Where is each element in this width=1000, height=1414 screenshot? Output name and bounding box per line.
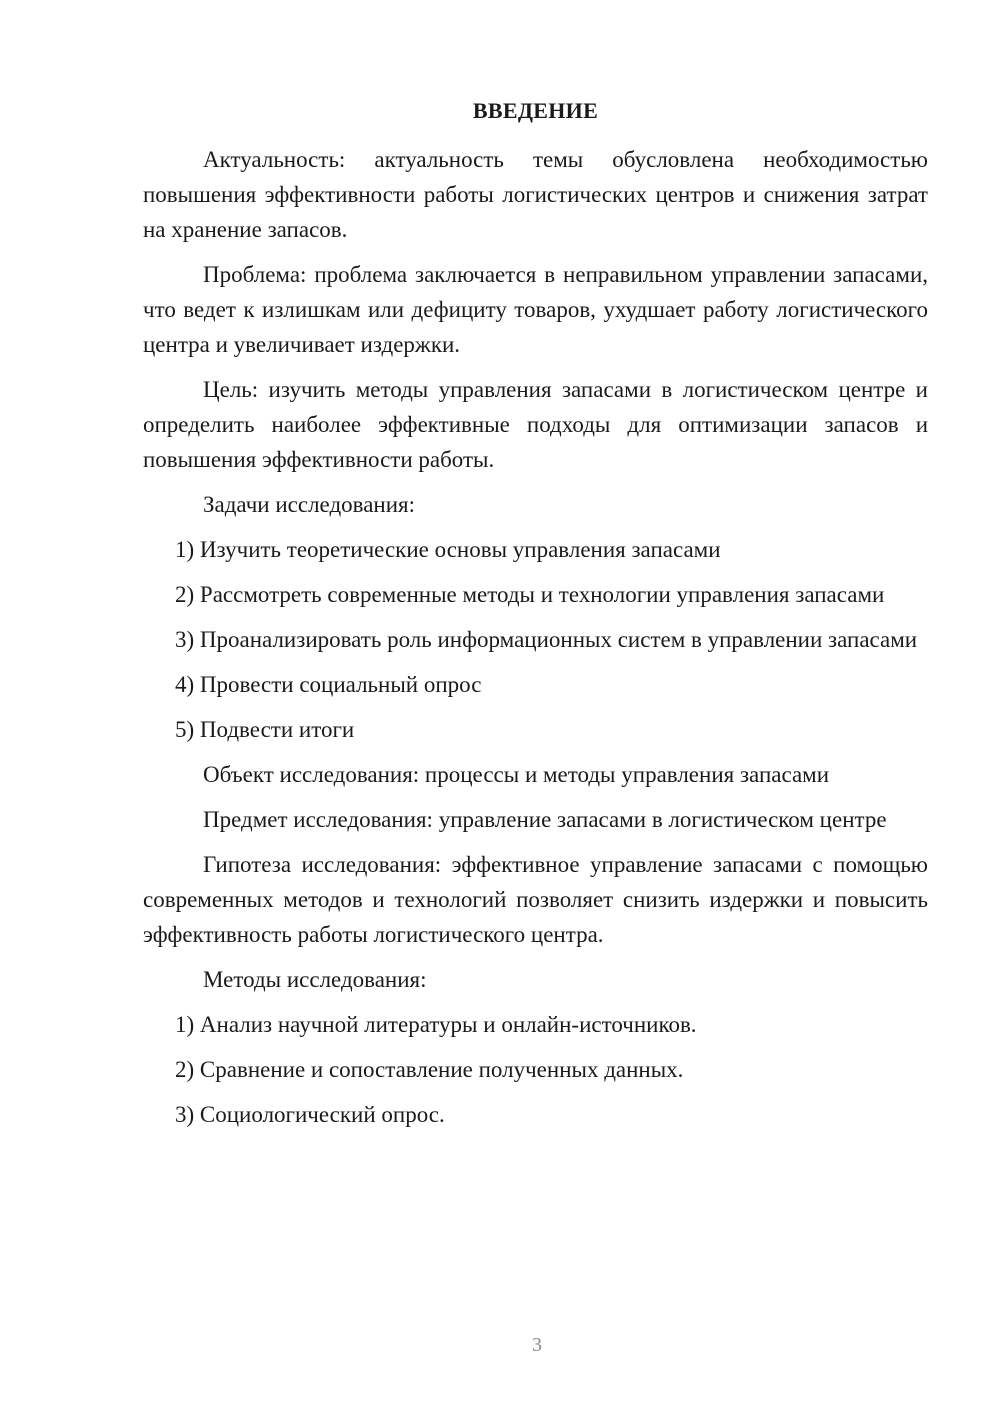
method-item: 1) Анализ научной литературы и онлайн-источников. (175, 1012, 697, 1037)
task-item: 5) Подвести итоги (175, 717, 355, 742)
method-item: 3) Социологический опрос. (175, 1102, 445, 1127)
object-paragraph: Объект исследования: процессы и методы управления запасами (203, 762, 830, 787)
page-number: 3 (532, 1334, 542, 1356)
tasks-heading: Задачи исследования: (203, 492, 416, 517)
methods-heading: Методы исследования: (203, 967, 427, 992)
task-item: 3) Проанализировать роль информационных систем в управлении запасами (175, 627, 918, 652)
task-item: 2) Рассмотреть современные методы и технологии управления запасами (175, 582, 885, 607)
hypothesis-paragraph: Гипотеза исследования: эффективное управление запасами с помощью современных методов и технологий позволяет снизить издержки и повысить эффективность работы логистического центра. (143, 852, 928, 947)
goal-paragraph: Цель: изучить методы управления запасами в логистическом центре и определить наиболее эффективные подходы для оптимизации запасов и повышения эффективности работы. (143, 377, 928, 472)
problem-paragraph: Проблема: проблема заключается в неправильном управлении запасами, что ведет к излишкам или дефициту товаров, ухудшает работу логистического центра и увеличивает издержки. (143, 262, 928, 357)
relevance-paragraph: Актуальность: актуальность темы обусловлена необходимостью повышения эффективности работы логистических центров и снижения затрат на хранение запасов. (143, 147, 928, 242)
subject-paragraph: Предмет исследования: управление запасами в логистическом центре (203, 807, 887, 832)
method-item: 2) Сравнение и сопоставление полученных данных. (175, 1057, 684, 1082)
section-title: ВВЕДЕНИЕ (472, 98, 599, 123)
page-content (143, 96, 928, 1142)
task-item: 1) Изучить теоретические основы управления запасами (175, 537, 721, 562)
task-item: 4) Провести социальный опрос (175, 672, 482, 697)
